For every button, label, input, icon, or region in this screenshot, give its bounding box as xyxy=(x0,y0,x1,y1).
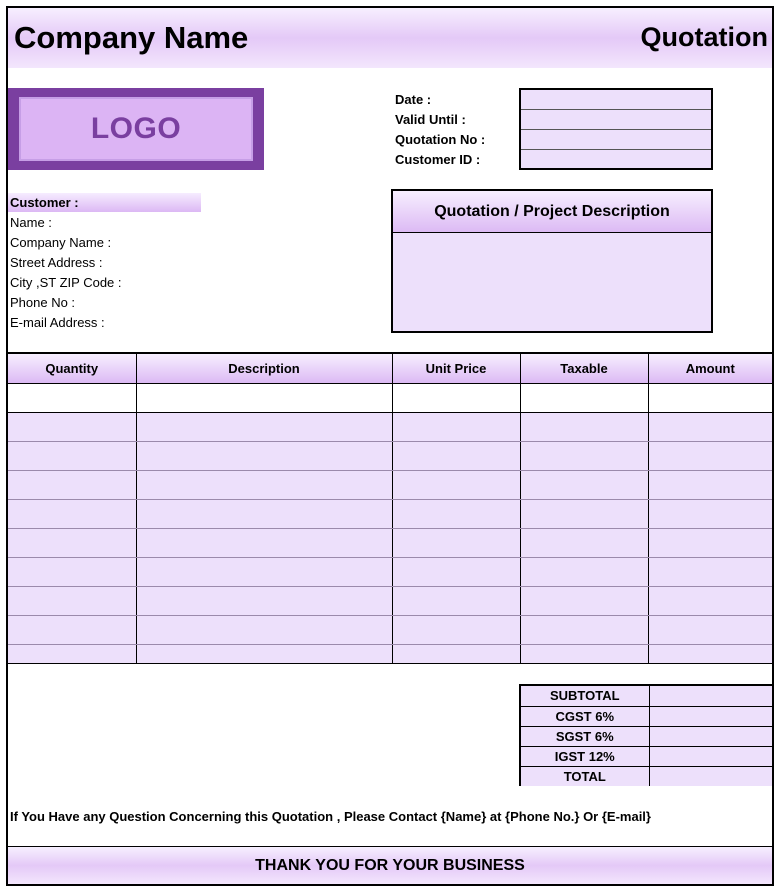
table-row xyxy=(8,528,772,557)
customer-id-field[interactable] xyxy=(521,150,711,170)
col-description: Description xyxy=(136,354,392,383)
unit-price-cell[interactable] xyxy=(392,383,520,412)
unit-price-cell[interactable] xyxy=(392,644,520,663)
project-description-box xyxy=(391,189,713,333)
date-label: Date : xyxy=(395,92,432,107)
sgst-value[interactable] xyxy=(649,726,772,746)
amount-cell[interactable] xyxy=(648,499,772,528)
cgst-label: CGST 6% xyxy=(521,706,649,726)
description-cell[interactable] xyxy=(136,557,392,586)
totals-table xyxy=(519,684,772,786)
unit-price-cell[interactable] xyxy=(392,412,520,441)
amount-cell[interactable] xyxy=(648,557,772,586)
quotation-no-field[interactable] xyxy=(521,130,711,150)
logo-frame xyxy=(8,88,264,170)
quantity-cell[interactable] xyxy=(8,441,136,470)
description-cell[interactable] xyxy=(136,615,392,644)
taxable-cell[interactable] xyxy=(520,412,648,441)
description-cell[interactable] xyxy=(136,441,392,470)
subtotal-row xyxy=(521,686,772,706)
table-row xyxy=(8,470,772,499)
table-row xyxy=(8,586,772,615)
quantity-cell[interactable] xyxy=(8,528,136,557)
total-row xyxy=(521,766,772,786)
items-table xyxy=(8,352,772,664)
table-row xyxy=(8,615,772,644)
taxable-cell[interactable] xyxy=(520,499,648,528)
contact-note: If You Have any Question Concerning this Quotation , Please Contact {Name} at {Phone No.} Or {E-mail} xyxy=(10,809,651,824)
taxable-cell[interactable] xyxy=(520,441,648,470)
col-unit-price: Unit Price xyxy=(392,354,520,383)
subtotal-value[interactable] xyxy=(649,686,772,706)
quotation-no-label: Quotation No : xyxy=(395,132,486,147)
project-description-title: Quotation / Project Description xyxy=(393,191,711,233)
description-cell[interactable] xyxy=(136,586,392,615)
customer-heading-band xyxy=(8,193,201,212)
document-title: Quotation xyxy=(640,22,768,52)
project-description-field[interactable] xyxy=(393,233,711,331)
description-cell[interactable] xyxy=(136,528,392,557)
total-value[interactable] xyxy=(649,766,772,786)
taxable-cell[interactable] xyxy=(520,383,648,412)
sgst-row xyxy=(521,726,772,746)
quotation-page xyxy=(6,6,774,886)
description-cell[interactable] xyxy=(136,383,392,412)
description-cell[interactable] xyxy=(136,644,392,663)
valid-until-field[interactable] xyxy=(521,110,711,130)
table-row xyxy=(8,383,772,412)
customer-name-label: Name : xyxy=(10,215,52,230)
unit-price-cell[interactable] xyxy=(392,586,520,615)
company-name: Company Name xyxy=(14,20,249,55)
unit-price-cell[interactable] xyxy=(392,470,520,499)
unit-price-cell[interactable] xyxy=(392,528,520,557)
col-amount: Amount xyxy=(648,354,772,383)
customer-id-label: Customer ID : xyxy=(395,152,481,167)
amount-cell[interactable] xyxy=(648,470,772,499)
table-row xyxy=(8,557,772,586)
customer-phone-label: Phone No : xyxy=(10,295,76,310)
unit-price-cell[interactable] xyxy=(392,499,520,528)
igst-label: IGST 12% xyxy=(521,746,649,766)
taxable-cell[interactable] xyxy=(520,644,648,663)
quantity-cell[interactable] xyxy=(8,383,136,412)
meta-values-box xyxy=(519,88,713,170)
date-field[interactable] xyxy=(521,90,711,110)
table-row xyxy=(8,644,772,663)
amount-cell[interactable] xyxy=(648,412,772,441)
igst-row xyxy=(521,746,772,766)
unit-price-cell[interactable] xyxy=(392,441,520,470)
customer-email-label: E-mail Address : xyxy=(10,315,105,330)
taxable-cell[interactable] xyxy=(520,470,648,499)
quantity-cell[interactable] xyxy=(8,412,136,441)
quantity-cell[interactable] xyxy=(8,586,136,615)
quantity-cell[interactable] xyxy=(8,557,136,586)
description-cell[interactable] xyxy=(136,470,392,499)
quantity-cell[interactable] xyxy=(8,499,136,528)
amount-cell[interactable] xyxy=(648,615,772,644)
col-quantity: Quantity xyxy=(8,354,136,383)
logo-placeholder: LOGO xyxy=(19,97,253,161)
customer-fields xyxy=(10,213,122,333)
header-band xyxy=(8,8,772,68)
amount-cell[interactable] xyxy=(648,441,772,470)
subtotal-label: SUBTOTAL xyxy=(521,686,649,706)
quantity-cell[interactable] xyxy=(8,470,136,499)
col-taxable: Taxable xyxy=(520,354,648,383)
amount-cell[interactable] xyxy=(648,528,772,557)
amount-cell[interactable] xyxy=(648,383,772,412)
description-cell[interactable] xyxy=(136,412,392,441)
unit-price-cell[interactable] xyxy=(392,557,520,586)
unit-price-cell[interactable] xyxy=(392,615,520,644)
table-row xyxy=(8,499,772,528)
meta-labels xyxy=(395,90,485,170)
customer-company-label: Company Name : xyxy=(10,235,112,250)
quantity-cell[interactable] xyxy=(8,615,136,644)
amount-cell[interactable] xyxy=(648,644,772,663)
taxable-cell[interactable] xyxy=(520,615,648,644)
sgst-label: SGST 6% xyxy=(521,726,649,746)
igst-value[interactable] xyxy=(649,746,772,766)
customer-heading: Customer : xyxy=(10,195,79,210)
cgst-value[interactable] xyxy=(649,706,772,726)
quantity-cell[interactable] xyxy=(8,644,136,663)
taxable-cell[interactable] xyxy=(520,586,648,615)
items-header-row xyxy=(8,354,772,383)
taxable-cell[interactable] xyxy=(520,528,648,557)
customer-city-label: City ,ST ZIP Code : xyxy=(10,275,122,290)
table-row xyxy=(8,441,772,470)
valid-until-label: Valid Until : xyxy=(395,112,466,127)
amount-cell[interactable] xyxy=(648,586,772,615)
description-cell[interactable] xyxy=(136,499,392,528)
total-label: TOTAL xyxy=(521,766,649,786)
taxable-cell[interactable] xyxy=(520,557,648,586)
footer-thank-you: THANK YOU FOR YOUR BUSINESS xyxy=(8,846,772,884)
customer-street-label: Street Address : xyxy=(10,255,103,270)
table-row xyxy=(8,412,772,441)
cgst-row xyxy=(521,706,772,726)
